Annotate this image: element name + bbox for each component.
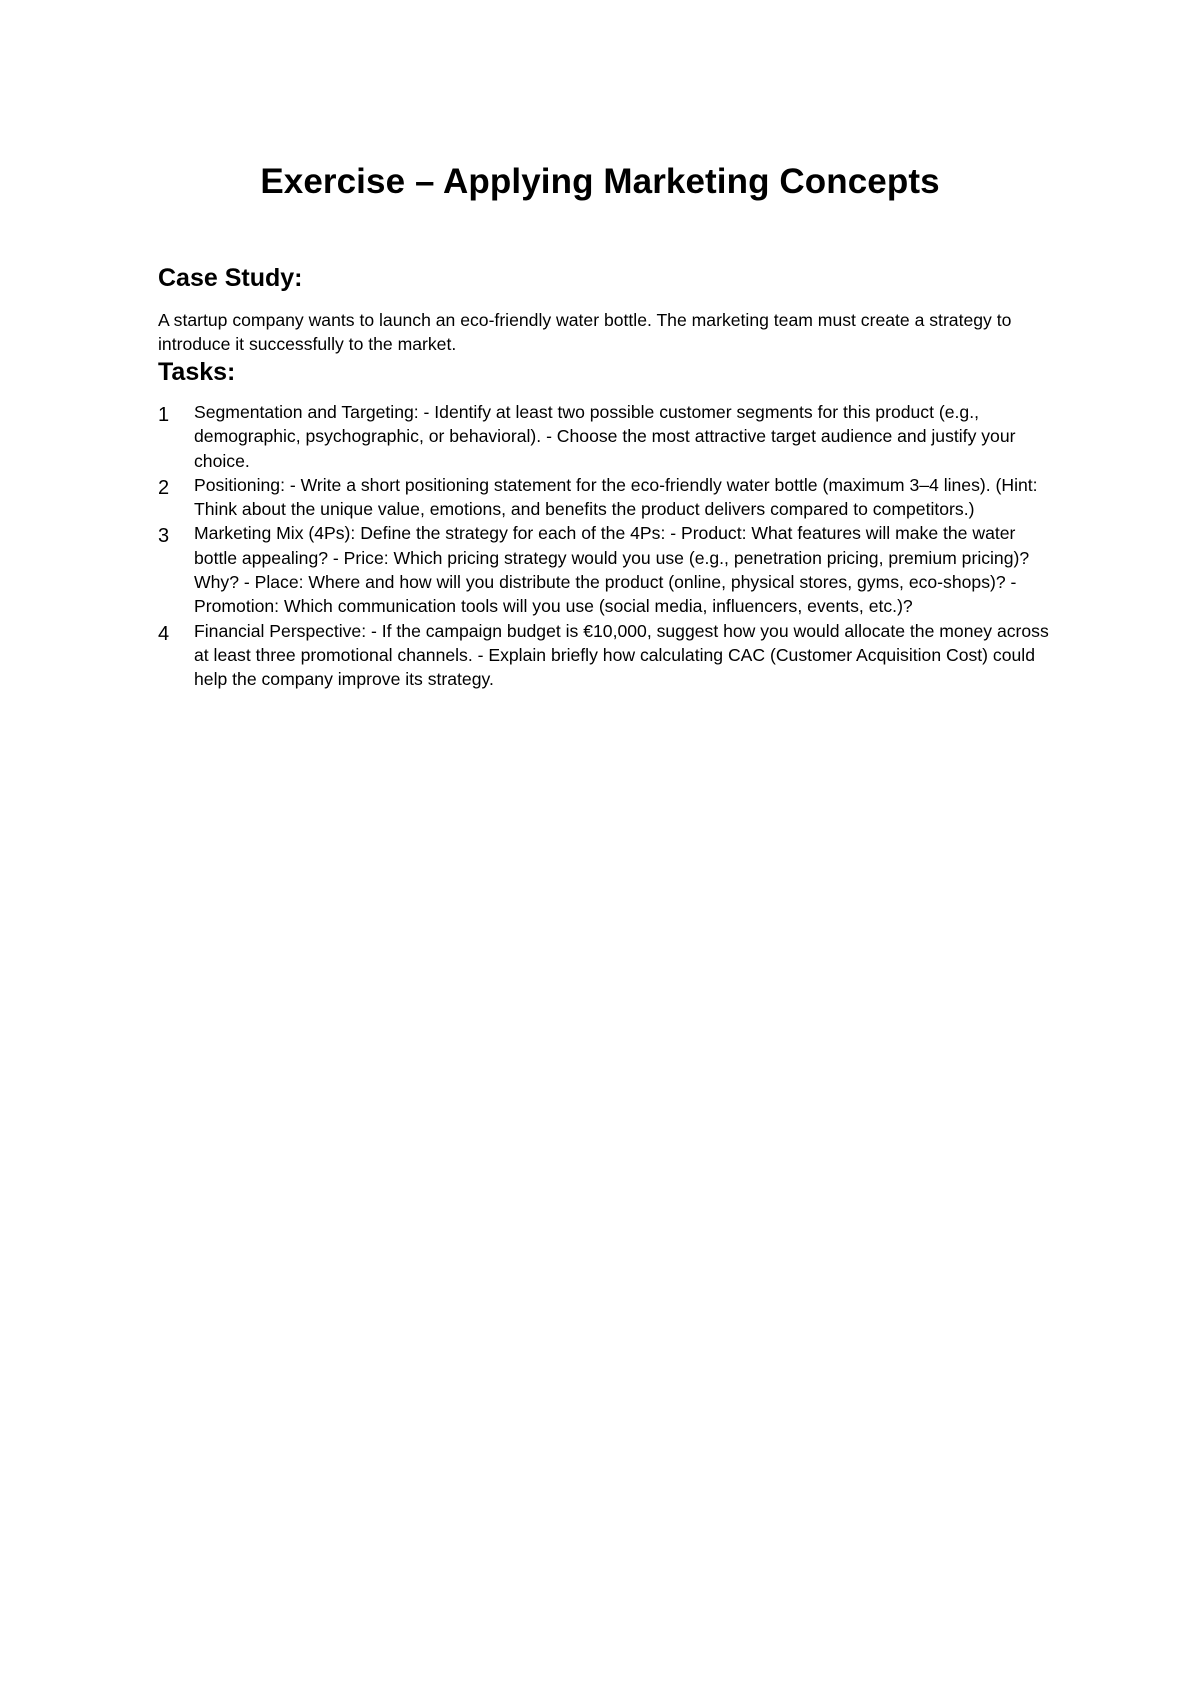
task-number: 3 xyxy=(158,525,170,548)
task-number: 4 xyxy=(158,622,170,645)
task-text: Positioning: - Write a short positioning statement for the eco-friendly water bottle (maximum 3–4 lines). (Hint: Think about the unique value, emotions, and benefits the product delivers compared to competitors.) xyxy=(194,474,1038,520)
task-item-1 xyxy=(158,400,1058,473)
task-text: Financial Perspective: - If the campaign budget is €10,000, suggest how you would allocate the money across at least three promotional channels. - Explain briefly how calculating CAC (Customer Acquisition Cost) could help the company improve its strategy. xyxy=(194,620,1049,690)
task-text: Segmentation and Targeting: - Identify at least two possible customer segments for this product (e.g., demographic, psychographic, or behavioral). - Choose the most attractive target audience and justify your choice. xyxy=(194,402,1016,471)
document-body xyxy=(158,262,1058,692)
case-study-text: A startup company wants to launch an eco-friendly water bottle. The marketing team must create a strategy to introduce it successfully to the market. xyxy=(158,310,1012,354)
task-item-4 xyxy=(158,619,1058,692)
tasks-section xyxy=(158,356,1058,692)
case-study-section xyxy=(158,262,1058,356)
task-number: 2 xyxy=(158,476,170,499)
page-title: Exercise – Applying Marketing Concepts xyxy=(260,162,940,201)
task-text: Marketing Mix (4Ps): Define the strategy for each of the 4Ps: - Product: What features will make the water bottle appealing? - Price: Which pricing strategy would you use (e.g., penetration pricing, premium pricing)? Why? - Place: Where and how will you distribute the product (online, physical stores, gyms, eco-shops)? - Promotion: Which communication tools will you use (social media, influencers, events, etc.)? xyxy=(194,523,1030,617)
tasks-heading: Tasks: xyxy=(158,358,236,386)
case-study-heading: Case Study: xyxy=(158,264,303,292)
task-item-2 xyxy=(158,473,1058,522)
task-number: 1 xyxy=(158,404,170,426)
task-list xyxy=(158,400,1058,692)
task-item-3 xyxy=(158,521,1058,618)
